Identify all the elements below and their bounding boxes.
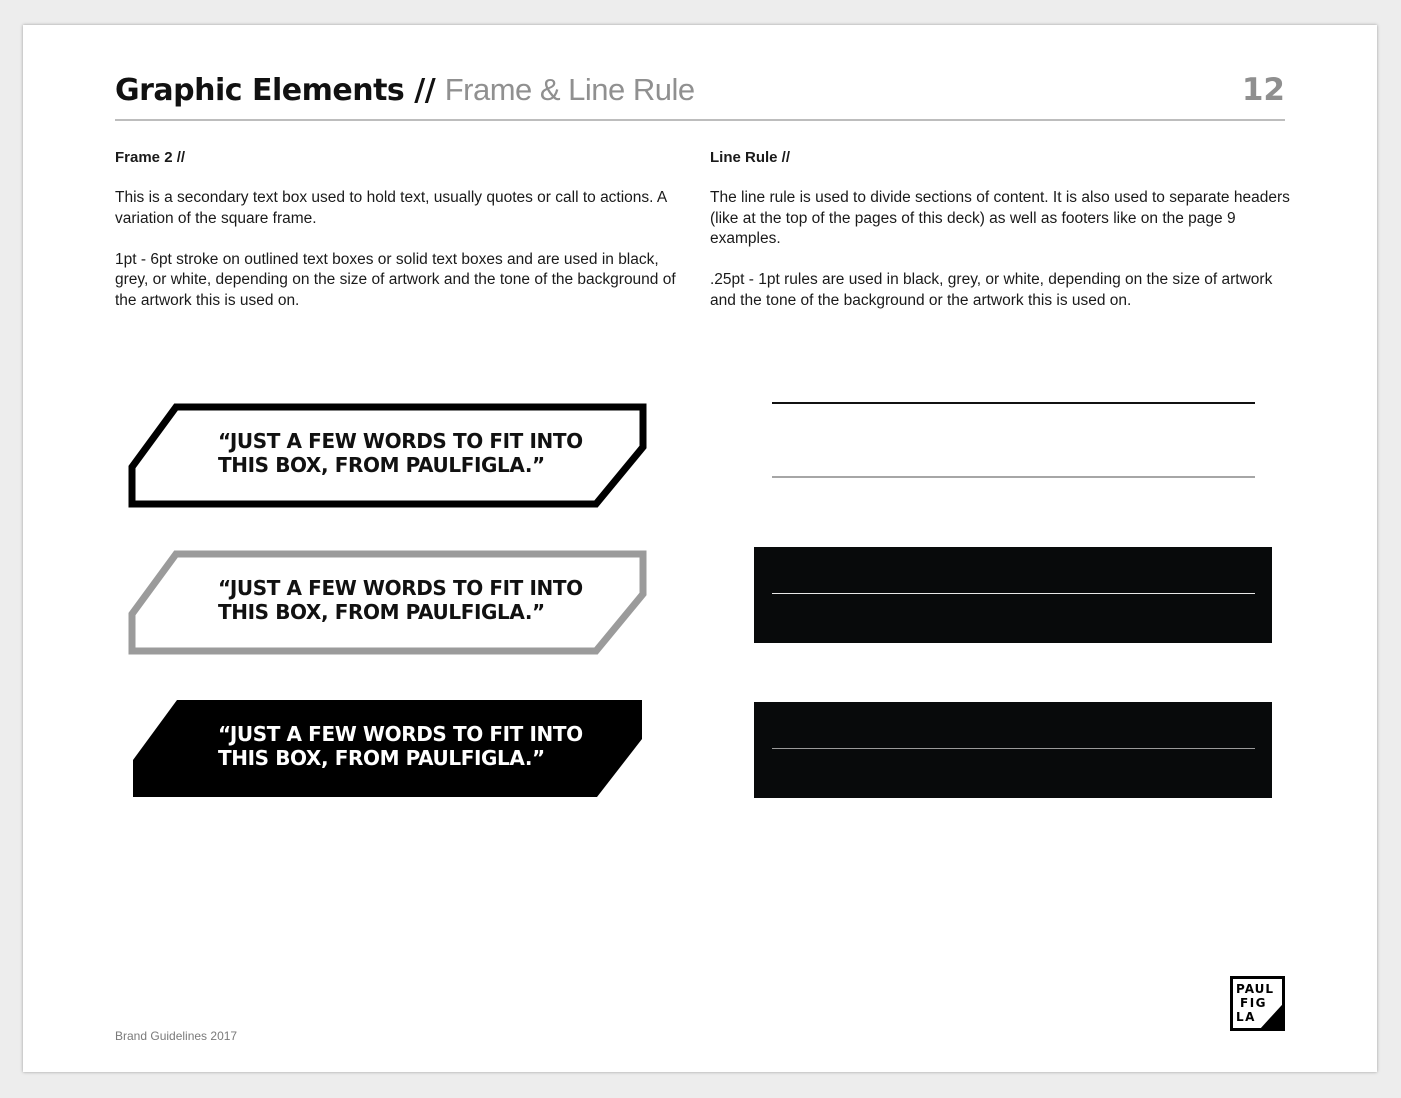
black-frame-quote: “JUST A FEW WORDS TO FIT INTO THIS BOX, FROM PAULFIGLA.”: [218, 429, 583, 477]
line-rule-paragraph-1: The line rule is used to divide sections of content. It is also used to separate headers (like at the top of the pages of this deck) as well as footers like on the page 9 examples.: [710, 189, 1290, 247]
grey-frame-quote: “JUST A FEW WORDS TO FIT INTO THIS BOX, FROM PAULFIGLA.”: [218, 576, 583, 624]
grey-outline-frame: [128, 550, 648, 656]
frame-heading: Frame 2 //: [115, 149, 186, 166]
frame-paragraph-2: 1pt - 6pt stroke on outlined text boxes or solid text boxes and are used in black, grey, or white, depending on the size of artwork and the tone of the background of the artwork this is used on.: [115, 250, 676, 309]
dark-panel-white-rule: [754, 547, 1272, 643]
line-rule-heading: Line Rule //: [710, 149, 791, 166]
svg-text:PAUL: PAUL: [1236, 982, 1275, 996]
line-rule-paragraph-2: .25pt - 1pt rules are used in black, grey, or white, depending on the size of artwork and the tone of the background or the artwork this is used on.: [710, 271, 1273, 309]
svg-text:FIG: FIG: [1240, 996, 1268, 1010]
title-main: Graphic Elements //: [115, 73, 436, 108]
title-subtitle: Frame & Line Rule: [444, 72, 695, 107]
grey-line-rule-on-dark: [772, 748, 1255, 749]
black-outline-frame: [128, 403, 648, 509]
solid-black-frame: [128, 696, 648, 802]
document-page: [23, 25, 1377, 1072]
line-rules-on-white: [754, 380, 1272, 520]
line-rule-description: [710, 148, 1300, 332]
page-title: [115, 71, 695, 110]
solid-frame-quote: “JUST A FEW WORDS TO FIT INTO THIS BOX, FROM PAULFIGLA.”: [218, 722, 583, 770]
frame-description: [115, 148, 690, 332]
page-header: [115, 71, 1285, 121]
dark-panel-grey-rule: [754, 702, 1272, 798]
paulfigla-logo: [1230, 976, 1285, 1031]
paulfigla-logo-mark: [1230, 976, 1285, 1031]
footer-text: Brand Guidelines 2017: [115, 1029, 238, 1043]
black-line-rule: [772, 402, 1255, 404]
white-line-rule: [772, 593, 1255, 594]
svg-text:LA: LA: [1236, 1010, 1256, 1024]
page-number: 12: [1241, 72, 1285, 108]
frame-paragraph-1: This is a secondary text box used to hold text, usually quotes or call to actions. A variation of the square frame.: [115, 189, 667, 227]
grey-line-rule: [772, 476, 1255, 478]
